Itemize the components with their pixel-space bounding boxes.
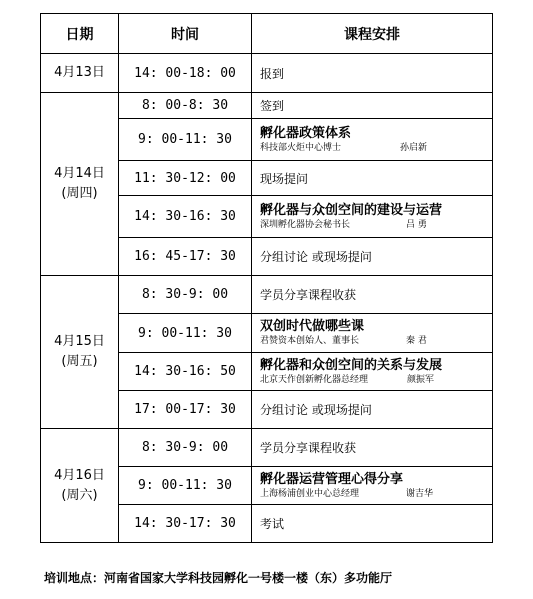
date-cell — [41, 276, 119, 429]
schedule-row — [41, 93, 493, 119]
time-cell: 17: 00-17: 30 — [119, 391, 252, 429]
header-time: 时间 — [119, 14, 252, 54]
speaker-line — [260, 488, 492, 501]
header-date: 日期 — [41, 14, 119, 54]
course-cell — [252, 353, 493, 391]
course-cell: 报到 — [252, 54, 493, 93]
speaker-org: 君赞资本创始人、董事长 — [260, 336, 360, 346]
speaker-name: 孙启新 — [400, 142, 428, 153]
course-cell: 分组讨论 或现场提问 — [252, 391, 493, 429]
weekday-label: (周四) — [61, 186, 98, 201]
speaker-line — [260, 335, 492, 348]
schedule-row — [41, 54, 493, 93]
course-cell: 现场提问 — [252, 161, 493, 196]
date-cell — [41, 429, 119, 543]
date-label: 4月14日 — [54, 166, 105, 181]
time-cell: 14: 30-16: 30 — [119, 196, 252, 238]
date-label: 4月15日 — [54, 334, 105, 349]
speaker-line — [260, 142, 492, 155]
course-cell — [252, 467, 493, 505]
time-cell: 14: 00-18: 00 — [119, 54, 252, 93]
speaker-org: 深圳孵化器协会秘书长 — [260, 219, 351, 230]
time-cell: 8: 30-9: 00 — [119, 429, 252, 467]
time-cell: 9: 00-11: 30 — [119, 314, 252, 353]
time-cell: 11: 30-12: 00 — [119, 161, 252, 196]
date-cell — [41, 54, 119, 93]
course-cell: 学员分享课程收获 — [252, 429, 493, 467]
course-title: 孵化器和众创空间的关系与发展 — [260, 357, 443, 373]
training-location: 培训地点：河南省国家大学科技园孵化一号楼一楼（东）多功能厅 — [44, 571, 393, 585]
weekday-label: (周六) — [61, 487, 98, 503]
course-cell: 学员分享课程收获 — [252, 276, 493, 314]
course-cell — [252, 314, 493, 353]
course-title: 孵化器运营管理心得分享 — [260, 471, 404, 487]
date-label: 4月16日 — [54, 467, 105, 483]
speaker-name: 谢吉华 — [406, 488, 434, 499]
speaker-name: 秦 君 — [406, 336, 427, 346]
speaker-org: 科技部火炬中心博士 — [260, 142, 342, 153]
course-cell — [252, 196, 493, 238]
header-course: 课程安排 — [252, 14, 493, 54]
time-cell: 9: 00-11: 30 — [119, 119, 252, 161]
header-row — [41, 14, 493, 54]
schedule-row — [41, 276, 493, 314]
schedule-row — [41, 429, 493, 467]
weekday-label: (周五) — [61, 354, 98, 369]
course-cell: 签到 — [252, 93, 493, 119]
course-title: 孵化器与众创空间的建设与运营 — [260, 202, 443, 218]
course-cell: 分组讨论 或现场提问 — [252, 238, 493, 276]
course-cell — [252, 119, 493, 161]
date-cell — [41, 93, 119, 276]
schedule-table — [40, 13, 493, 543]
time-cell: 8: 30-9: 00 — [119, 276, 252, 314]
speaker-org: 上海杨浦创业中心总经理 — [260, 488, 360, 499]
course-title: 双创时代做哪些课 — [260, 319, 365, 334]
time-cell: 16: 45-17: 30 — [119, 238, 252, 276]
time-cell: 9: 00-11: 30 — [119, 467, 252, 505]
speaker-name: 颜振军 — [407, 374, 435, 385]
speaker-line — [260, 219, 492, 232]
speaker-org: 北京天作创新孵化器总经理 — [260, 374, 369, 385]
date-label: 4月13日 — [54, 65, 105, 80]
course-title: 孵化器政策体系 — [260, 125, 352, 141]
time-cell: 8: 00-8: 30 — [119, 93, 252, 119]
time-cell: 14: 30-16: 50 — [119, 353, 252, 391]
time-cell: 14: 30-17: 30 — [119, 505, 252, 543]
speaker-name: 吕 勇 — [406, 219, 427, 230]
course-cell: 考试 — [252, 505, 493, 543]
speaker-line — [260, 374, 492, 387]
